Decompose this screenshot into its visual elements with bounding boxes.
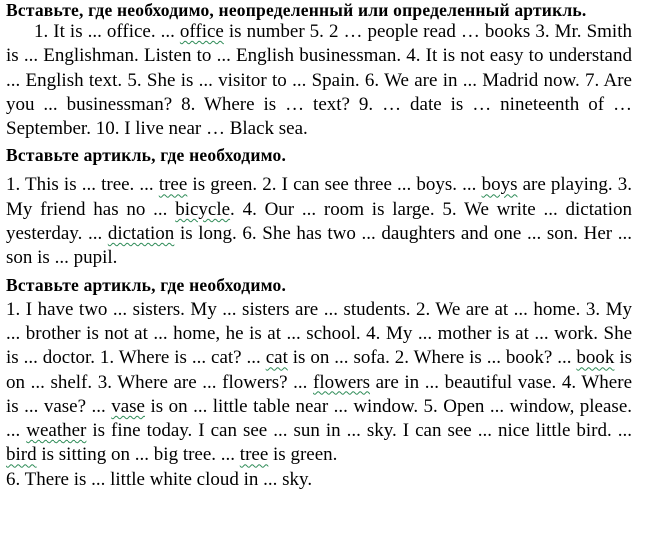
section-3-heading: Вставьте артикль, где необходимо. [6, 274, 287, 295]
text-run: are in ... beautiful vase. 4. Where is ... vase? ... [6, 371, 632, 417]
text-run: is sitting on ... big tree. ... [36, 444, 240, 466]
text-run: 1. I have two ... sisters. My ... sisters are ... students. 2. We are at ... home. 3. My ... brother is not at ... home, he is at ... school. 4. My ... mother is at ... work. She is ... doctor. 1. Where is ... cat? ... [6, 298, 632, 369]
text-run: is on ... shelf. 3. Where are ... flowers? ... [6, 347, 632, 393]
text-run: is on ... little table near ... window. 5. Open ... window, please. ... [6, 395, 633, 442]
section-2-heading: Вставьте артикль, где необходимо. [6, 145, 287, 166]
text-run: 1. This is ... tree. ... [6, 174, 159, 196]
section-1-exercise-text [6, 20, 632, 141]
spellcheck-word: flowers [313, 371, 370, 393]
spellcheck-word: weather [26, 420, 87, 442]
spellcheck-word: office [179, 21, 224, 42]
spellcheck-word: cat [265, 347, 288, 369]
spellcheck-word: dictation [107, 223, 175, 245]
text-run: is fine today. I can see ... sun in ... sky. I can see ... nice little bird. ... [86, 420, 633, 442]
spellcheck-word: book [576, 347, 615, 369]
section-3-exercise-text [6, 298, 632, 468]
text-run: . 4. Our ... room is large. 5. We write ... dictation yesterday. ... [6, 198, 632, 245]
text-run: is on ... sofa. 2. Where is ... book? ... [287, 347, 577, 369]
spellcheck-word: boys [481, 174, 518, 196]
section-3-last-line: 6. There is ... little white cloud in ... sky. [6, 468, 313, 490]
section-2-exercise-text [6, 173, 632, 270]
text-run: is long. 6. She has two ... daughters and one ... son. Her ... son is ... pupil. [6, 223, 632, 269]
document-page [6, 0, 632, 492]
text-run: is green. 2. I can see three ... boys. ... [187, 174, 482, 196]
text-run: is green. [268, 444, 338, 466]
spellcheck-word: vase [111, 395, 145, 417]
text-run: are playing. 3. My friend has no ... [6, 174, 633, 220]
text-run: 1. It is ... office. ... [34, 21, 180, 42]
text-run: is number 5. 2 … people read … books 3. Mr. Smith is ... Englishman. Listen to ... English businessman. 4. It is not easy to understand ... English text. 5. She is ... visitor to ... Spain. 6. We are in ... Madrid now. 7. Are you ... businessman? 8. Where is … text? 9. … date is … nineteenth of … September. 10. I live near … Black sea. [6, 21, 632, 140]
section-1-heading: Вставьте, где необходимо, неопределенный или определенный артикль. [6, 0, 587, 20]
spellcheck-word: bicycle [175, 198, 231, 220]
spellcheck-word: tree [239, 444, 269, 466]
spellcheck-word: bird [6, 444, 37, 466]
spellcheck-word: tree [158, 174, 188, 196]
